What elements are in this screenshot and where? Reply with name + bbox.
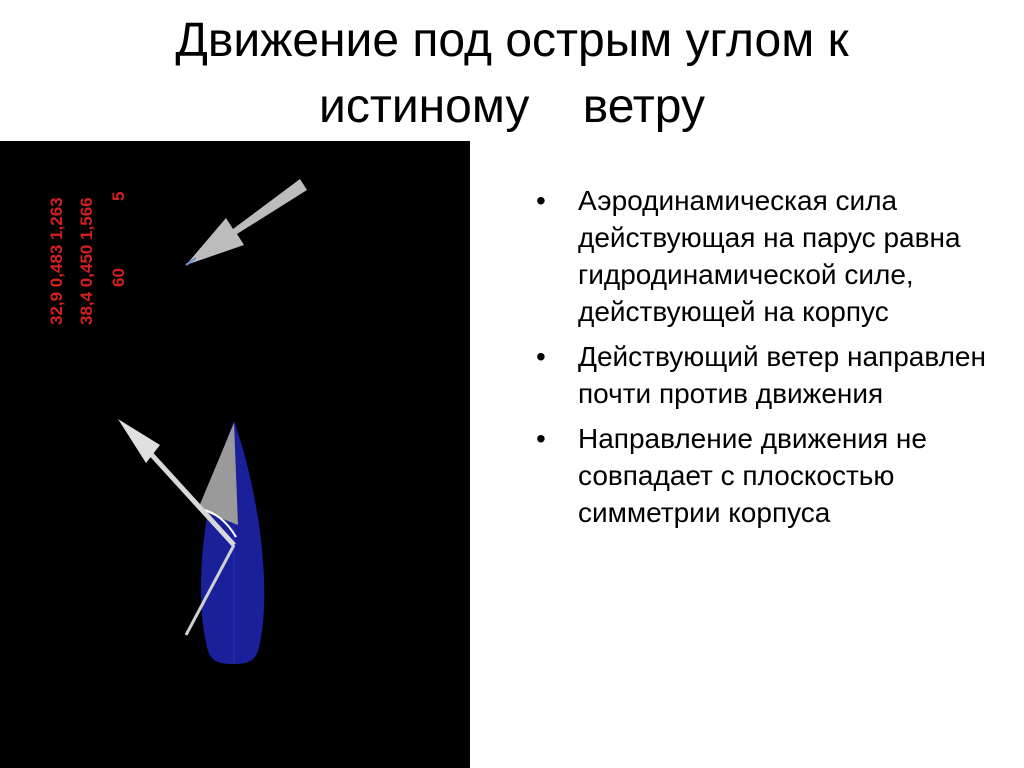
readout-row-1 <box>47 197 66 325</box>
sailing-simulation-panel <box>0 141 470 768</box>
true-wind-arrow-icon <box>186 179 307 265</box>
bullet-item-1 <box>530 182 1000 330</box>
bullet-marker: • <box>536 185 546 216</box>
simulation-canvas <box>0 141 470 768</box>
bullet-marker: • <box>536 423 546 454</box>
bullet-text-3: Направление движения не совпадает с плоскостью симметрии корпуса <box>578 423 927 528</box>
readout-row-2-text: 38,4 0,450 1,566 <box>77 197 96 325</box>
bullet-text-2: Действующий ветер направлен почти против движения <box>578 341 986 409</box>
readout-row-3a <box>109 268 128 287</box>
bullet-marker: • <box>536 341 546 372</box>
readout-row-1-text: 32,9 0,483 1,263 <box>47 197 66 325</box>
bullet-item-2 <box>530 338 1000 412</box>
readout-row-2 <box>77 197 96 325</box>
bullet-item-3 <box>530 420 1000 531</box>
title-line-1: Движение под острым углом к <box>175 14 849 67</box>
slide-title <box>60 8 964 140</box>
readout-row-3b <box>109 192 128 201</box>
bullet-list <box>530 182 1000 539</box>
title-line-2: истиному ветру <box>319 80 705 133</box>
bullet-text-1: Аэродинамическая сила действующая на парус равна гидродинамической силе, действующей на корпус <box>578 185 961 327</box>
readout-row-3b-text: 5 <box>109 191 128 201</box>
readout-row-3a-text: 60 <box>109 268 128 287</box>
